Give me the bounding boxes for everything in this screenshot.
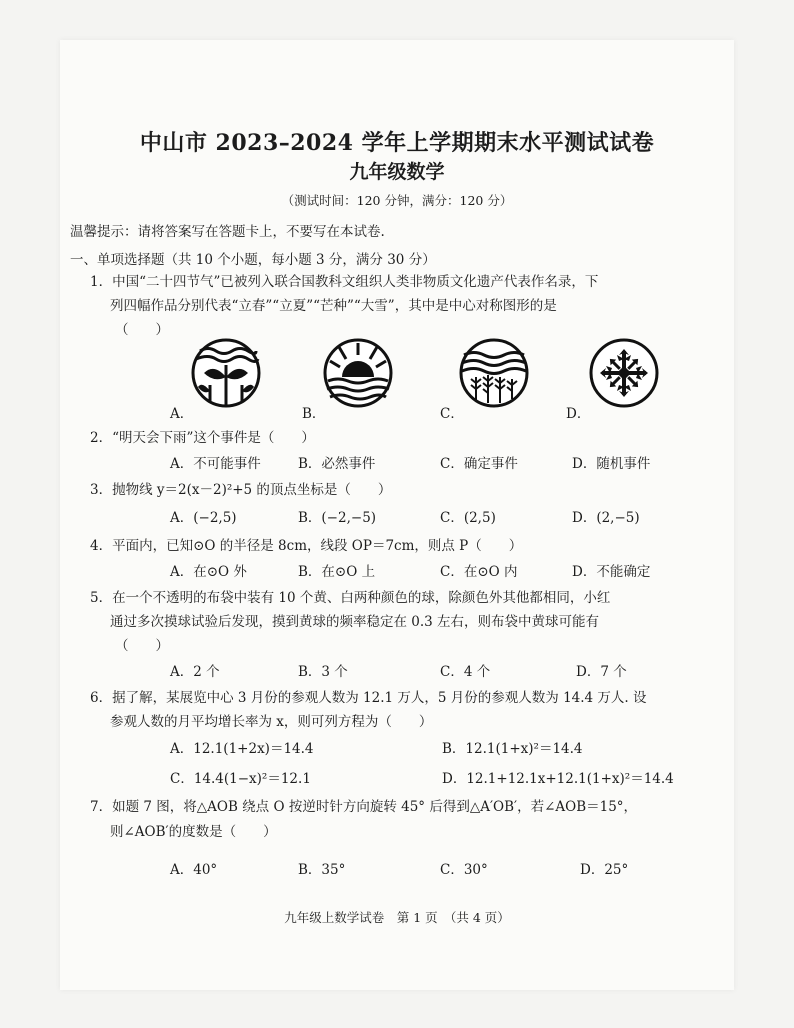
notice: 温馨提示：请将答案写在答题卡上，不要写在本试卷. bbox=[70, 224, 385, 240]
q5-line1: 5．在一个不透明的布袋中装有 10 个黄、白两种颜色的球，除颜色外其他都相同，小红 bbox=[90, 590, 611, 606]
section-heading: 一、单项选择题（共 10 个小题，每小题 3 分，满分 30 分） bbox=[70, 252, 436, 268]
sprout-icon bbox=[190, 337, 262, 409]
q1-line1: 1．中国“二十四节气”已被列入联合国教科文组织人类非物质文化遗产代表作名录，下 bbox=[90, 274, 599, 290]
q6-option-b[interactable]: B．12.1(1+x)²＝14.4 bbox=[442, 741, 583, 757]
q5-line2: 通过多次摸球试验后发现，摸到黄球的频率稳定在 0.3 左右，则布袋中黄球可能有 bbox=[110, 614, 600, 630]
q6-option-c[interactable]: C．14.4(1−x)²＝12.1 bbox=[170, 771, 311, 787]
q1-option-d[interactable]: D． bbox=[566, 406, 591, 422]
q4-option-a[interactable]: A．在⊙O 外 bbox=[170, 564, 247, 580]
q2-option-b[interactable]: B．必然事件 bbox=[298, 456, 376, 472]
snowflake-icon bbox=[588, 337, 660, 409]
q2-option-a[interactable]: A．不可能事件 bbox=[170, 456, 261, 472]
q1-option-b[interactable]: B． bbox=[302, 406, 326, 422]
q4-option-c[interactable]: C．在⊙O 内 bbox=[440, 564, 518, 580]
q1-line2: 列四幅作品分别代表“立春”“立夏”“芒种”“大雪”，其中是中心对称图形的是 bbox=[110, 298, 557, 314]
q6-option-a[interactable]: A．12.1(1+2x)＝14.4 bbox=[170, 741, 314, 757]
q3-option-d[interactable]: D．(2,−5) bbox=[572, 510, 640, 526]
q5-option-a[interactable]: A．2 个 bbox=[170, 664, 220, 680]
page-footer: 九年级上数学试卷 第 1 页 （共 4 页） bbox=[284, 910, 510, 925]
q5-paren: （ ） bbox=[115, 638, 169, 654]
q3-option-b[interactable]: B．(−2,−5) bbox=[298, 510, 377, 526]
grain-wave-icon bbox=[458, 337, 530, 409]
q6-line2: 参观人数的月平均增长率为 x，则可列方程为（ ） bbox=[110, 714, 433, 730]
sunrise-icon bbox=[322, 337, 394, 409]
q6-option-d[interactable]: D．12.1+12.1x+12.1(1+x)²＝14.4 bbox=[442, 771, 674, 787]
q2-option-d[interactable]: D．随机事件 bbox=[572, 456, 651, 472]
q1-option-c[interactable]: C． bbox=[440, 406, 464, 422]
q1-option-a[interactable]: A． bbox=[170, 406, 194, 422]
q7-line2: 则∠AOB′的度数是（ ） bbox=[110, 824, 277, 840]
exam-info: （测试时间：120 分钟，满分：120 分） bbox=[281, 193, 513, 208]
q4-stem: 4．平面内，已知⊙O 的半径是 8cm，线段 OP＝7cm，则点 P（ ） bbox=[90, 538, 523, 554]
q5-option-d[interactable]: D．7 个 bbox=[576, 664, 627, 680]
q7-option-b[interactable]: B．35° bbox=[298, 862, 346, 878]
q5-option-b[interactable]: B．3 个 bbox=[298, 664, 348, 680]
q3-option-a[interactable]: A．(−2,5) bbox=[170, 510, 237, 526]
page-title: 中山市 2023–2024 学年上学期期末水平测试试卷 bbox=[139, 130, 655, 156]
page-subtitle: 九年级数学 bbox=[349, 161, 445, 183]
q1-paren: （ ） bbox=[115, 322, 169, 338]
q2-stem: 2．“明天会下雨”这个事件是（ ） bbox=[90, 430, 315, 446]
q7-option-d[interactable]: D．25° bbox=[580, 862, 629, 878]
q2-option-c[interactable]: C．确定事件 bbox=[440, 456, 518, 472]
q7-line1: 7．如题 7 图，将△AOB 绕点 O 按逆时针方向旋转 45° 后得到△A′OB′，若∠AOB＝15°， bbox=[90, 799, 638, 815]
q3-stem: 3．抛物线 y＝2(x－2)²+5 的顶点坐标是（ ） bbox=[90, 482, 392, 498]
exam-page bbox=[60, 40, 734, 990]
q6-line1: 6．据了解，某展览中心 3 月份的参观人数为 12.1 万人，5 月份的参观人数为 14.4 万人. 设 bbox=[90, 690, 647, 706]
q3-option-c[interactable]: C．(2,5) bbox=[440, 510, 496, 526]
q7-option-c[interactable]: C．30° bbox=[440, 862, 488, 878]
q4-option-b[interactable]: B．在⊙O 上 bbox=[298, 564, 376, 580]
q4-option-d[interactable]: D．不能确定 bbox=[572, 564, 651, 580]
q7-option-a[interactable]: A．40° bbox=[170, 862, 218, 878]
q5-option-c[interactable]: C．4 个 bbox=[440, 664, 491, 680]
